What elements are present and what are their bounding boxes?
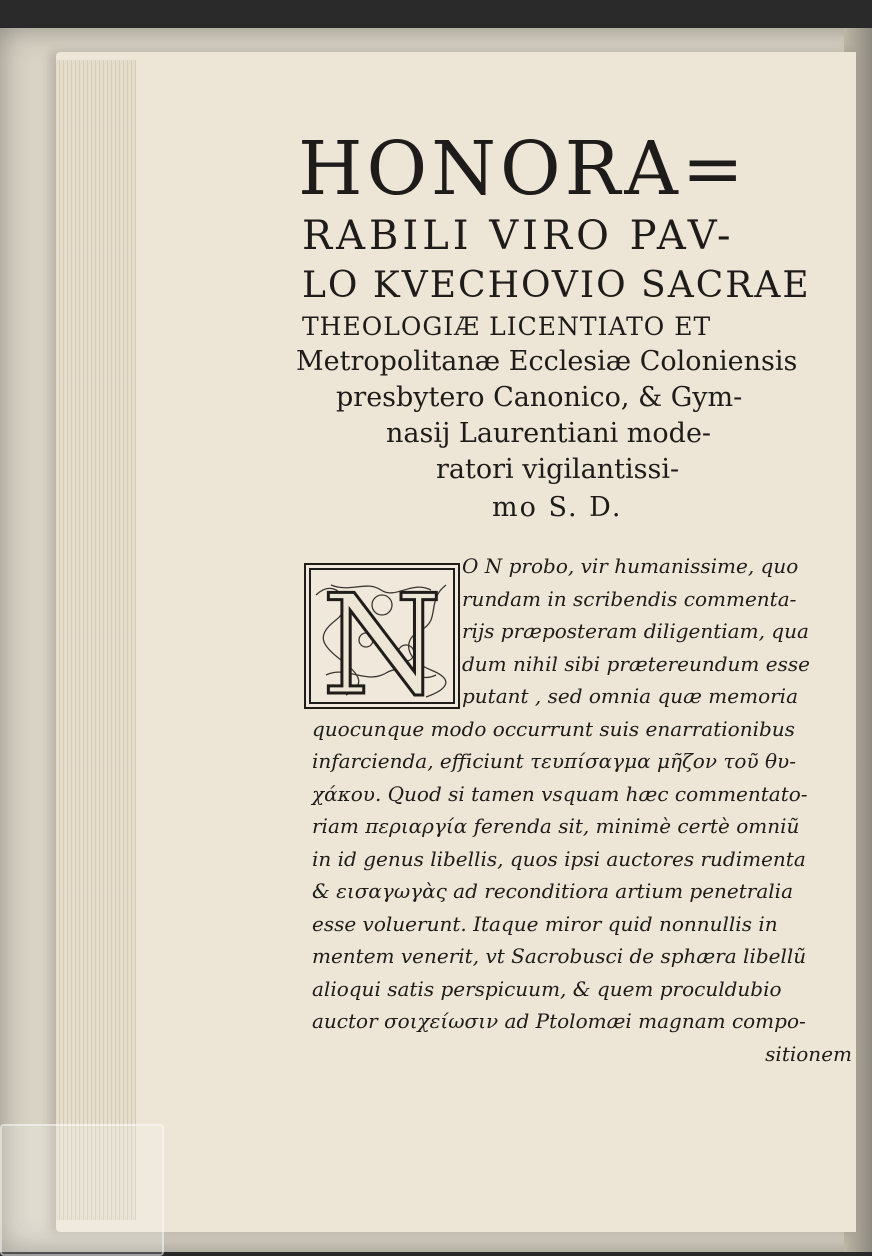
body-line-8: χάκου. Quod si tamen vsquam hæc commentato- (312, 781, 808, 806)
body-line-1: O N probo, vir humanissime, quo (462, 554, 799, 578)
body-line-10: in id genus libellis, quos ipsi auctores rudimenta (312, 846, 806, 871)
body-line-4: dum nihil sibi prætereundum esse (462, 651, 810, 676)
body-line-11: & εισαγωγὰς ad reconditiora artium penetralia (312, 879, 794, 903)
body-line-9: riam περιαργία ferenda sit, minimè certè omniũ (312, 814, 800, 838)
body-line-3: rijs præposteram diligentiam, qua (462, 619, 809, 643)
title-line-3: LO KVECHOVIO SACRAE (302, 265, 811, 306)
body-line-5: putant , sed omnia quæ memoria (462, 684, 798, 708)
body-line-13: mentem venerit, vt Sacrobusci de sphæra libellũ (312, 944, 807, 968)
body-line-14: alioqui satis perspicuum, & quem proculdubio (312, 976, 782, 1001)
body-line-6: quocunque modo occurrunt suis enarrationibus (312, 716, 795, 741)
drop-cap-letter: N (321, 565, 443, 707)
body-catchword: sitionem (765, 1041, 852, 1066)
title-line-1: HONORA= (298, 126, 748, 212)
body-line-2: rundam in scribendis commenta- (462, 586, 797, 611)
body-line-12: esse voluerunt. Itaque miror quid nonnullis in (312, 911, 778, 936)
page-fore-edge (56, 60, 136, 1220)
title-line-6: presbytero Canonico, & Gym- (336, 382, 743, 413)
dedication-title (296, 128, 836, 528)
title-line-8: ratori vigilantissi- (436, 454, 680, 485)
title-line-7: nasij Laurentiani mode- (386, 418, 712, 449)
title-line-5: Metropolitanæ Ecclesiæ Coloniensis (296, 346, 798, 377)
body-line-7: infarcienda, efficiunt τευπίσαγμα μῆζον τοῦ θυ- (312, 749, 796, 773)
title-line-4: THEOLOGIÆ LICENTIATO ET (302, 312, 712, 341)
title-line-9: mo S. D. (492, 492, 623, 523)
plastic-sleeve-corner (0, 1124, 164, 1256)
body-line-15: auctor σοιχείωσιν ad Ptolomæi magnam compo- (312, 1009, 806, 1033)
dedication-body (312, 550, 852, 1070)
title-line-2: RABILI VIRO PAV- (302, 213, 735, 259)
